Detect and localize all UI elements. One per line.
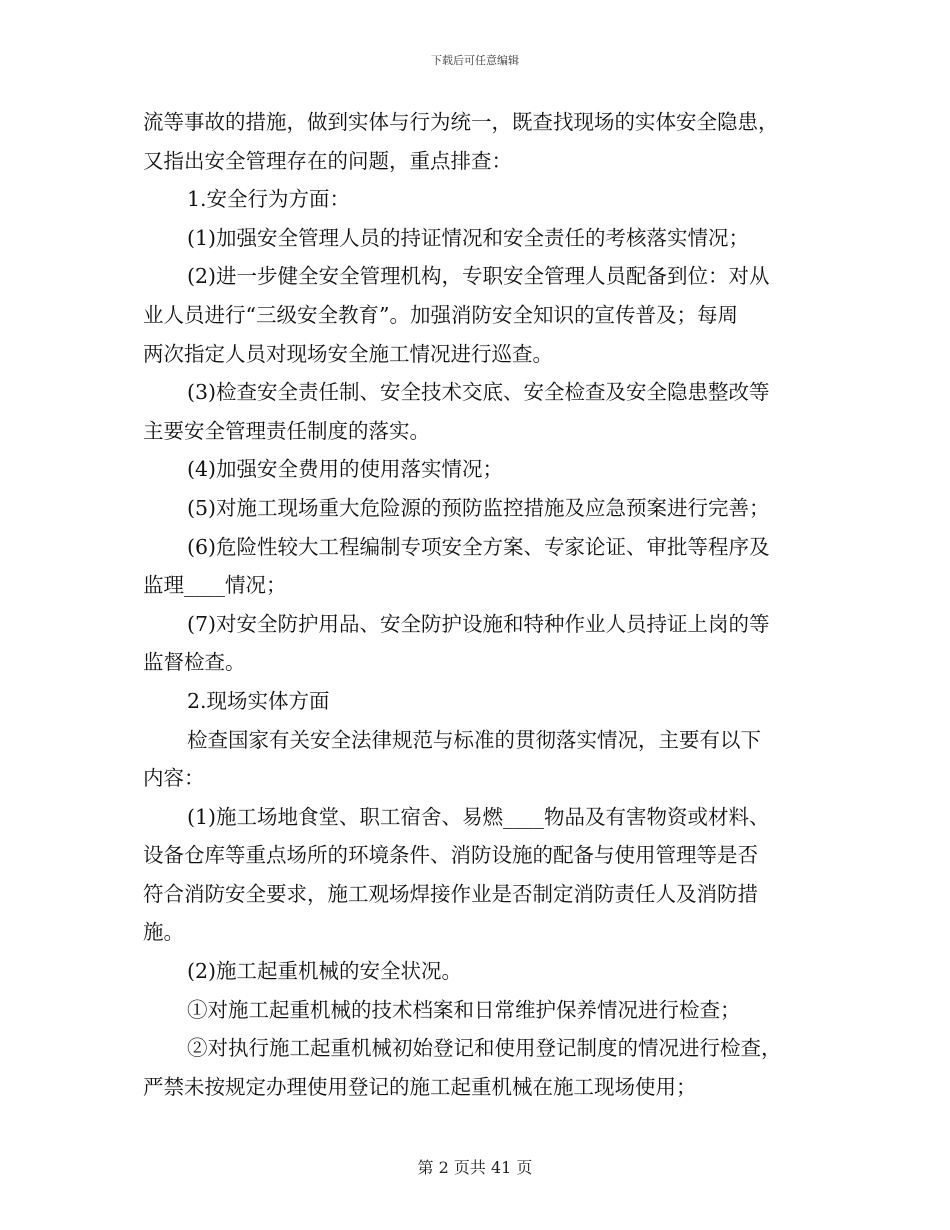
text-line: ②对执行施工起重机械初始登记和使用登记制度的情况进行检查， <box>187 1036 782 1061</box>
page-footer: 第 2 页共 41 页 <box>417 1158 533 1177</box>
text-line: 主要安全管理责任制度的落实。 <box>143 418 430 443</box>
text-line: 2.现场实体方面 <box>187 688 330 713</box>
text-line: 施。 <box>143 920 184 945</box>
text-line: (7)对安全防护用品、安全防护设施和特种作业人员持证上岗的等 <box>187 611 770 636</box>
text-line: 监理____情况； <box>143 573 287 598</box>
text-line: (5)对施工现场重大危险源的预防监控措施及应急预案进行完善； <box>187 495 770 520</box>
text-line: (1)加强安全管理人员的持证情况和安全责任的考核落实情况； <box>187 225 750 250</box>
text-line: 1.安全行为方面： <box>187 187 351 212</box>
text-line: (6)危险性较大工程编制专项安全方案、专家论证、审批等程序及 <box>187 534 770 559</box>
text-line: 流等事故的措施，做到实体与行为统一，既查找现场的实体安全隐患， <box>143 110 779 134</box>
text-line: 符合消防安全要求，施工观场焊接作业是否制定消防责任人及消防措 <box>143 881 758 906</box>
text-line: (2)施工起重机械的安全状况。 <box>187 959 463 984</box>
document-body <box>143 103 811 1106</box>
page-header: 下载后可任意编辑 <box>431 54 519 67</box>
text-line: 设备仓库等重点场所的环境条件、消防设施的配备与使用管理等是否 <box>143 843 758 868</box>
text-line: ①对施工起重机械的技术档案和日常维护保养情况进行检查； <box>187 997 741 1022</box>
text-line: 业人员进行“三级安全教育”。加强消防安全知识的宣传普及；每周 <box>143 302 738 327</box>
text-line: 又指出安全管理存在的问题，重点排查： <box>143 148 512 173</box>
text-line: 内容： <box>143 766 205 791</box>
text-line: (3)检查安全责任制、安全技术交底、安全检查及安全隐患整改等 <box>187 380 770 405</box>
text-line: 监督检查。 <box>143 650 246 675</box>
text-line: (4)加强安全费用的使用落实情况； <box>187 457 504 482</box>
text-line: 两次指定人员对现场安全施工情况进行巡查。 <box>143 341 553 366</box>
text-line: 严禁未按规定办理使用登记的施工起重机械在施工现场使用； <box>143 1074 697 1099</box>
text-line: 检查国家有关安全法律规范与标准的贯彻落实情况，主要有以下 <box>187 727 761 752</box>
text-line: (2)进一步健全安全管理机构，专职安全管理人员配备到位：对从 <box>187 264 770 289</box>
text-line: (1)施工场地食堂、职工宿舍、易燃____物品及有害物资或材料、 <box>187 804 770 829</box>
